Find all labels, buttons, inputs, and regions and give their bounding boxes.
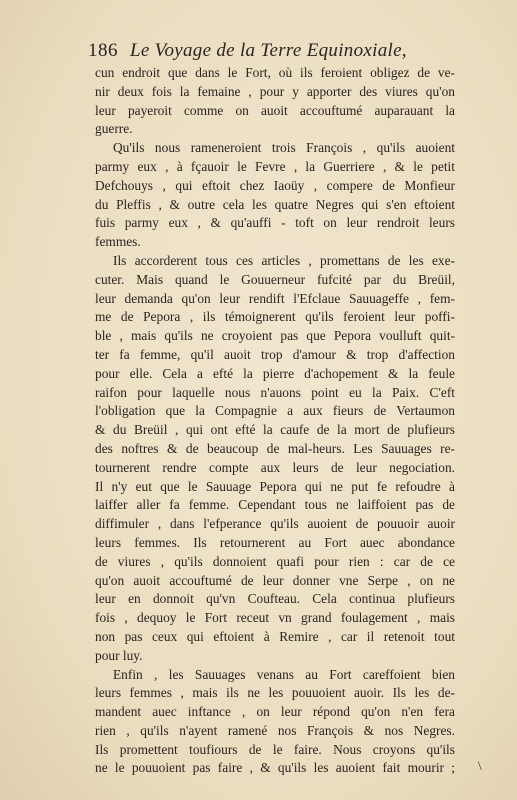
text-line: fois , dequoy le Fort receut vn grand foulagement , mais	[95, 610, 455, 626]
text-line: Defchouys , qui eftoit chez Iaoüy , compere de Monfieur	[95, 177, 455, 193]
text-line: de viures , qu'ils donnoient quafi pour rien : car de ce	[95, 553, 455, 569]
body-text	[95, 64, 455, 778]
text-line: du Pleffis , & outre cela les quatre Negres qui s'en eftoient	[95, 196, 455, 212]
text-line: Qu'ils nous rameneroient trois François , qu'ils auoient	[113, 140, 455, 156]
text-line: pour luy.	[95, 647, 143, 663]
text-line: leurs femmes. Ils retournerent au Fort auec abondance	[95, 534, 455, 550]
text-line: laiffer aller fa femme. Cependant tous ne laiffoient pas de	[95, 497, 455, 513]
text-line: Ils promettent toufiours de le faire. Nous croyons qu'ils	[95, 741, 455, 757]
text-line: ble , mais qu'ils ne croyoient pas que Pepora voulluft quit-	[95, 328, 455, 344]
text-line: ne le pouuoient pas faire , & qu'ils les auoient fait mourir ;	[95, 760, 455, 776]
text-line: cun endroit que dans le Fort, où ils feroient obligez de ve-	[95, 65, 455, 80]
text-line: femmes.	[95, 234, 141, 250]
text-line: des noftres & de beaucoup de mal-heurs. Les Sauuages re-	[95, 440, 455, 456]
running-title: Le Voyage de la Terre Equinoxiale,	[130, 40, 407, 61]
text-line: Ils accorderent tous ces articles , promettans de les exe-	[113, 252, 455, 268]
text-line: pour elle. Cela a efté la pierre d'achopement & la feule	[95, 365, 455, 381]
text-line: qu'on auoit accouftumé de leur donner vne Serpe , on ne	[95, 572, 455, 588]
text-line: leur en donnoit qu'vn Coufteau. Cela continua plufieurs	[95, 591, 455, 607]
text-line: fuis parmy eux , & qu'auffi - toft on leur rendroit leurs	[95, 215, 455, 231]
text-line: diffimuler , dans l'efperance qu'ils auoient de pouuoir auoir	[95, 516, 455, 532]
catchmark: \	[478, 758, 482, 773]
text-line: non pas ceux qui eftoient à Remire , car il retenoit tout	[95, 628, 455, 644]
text-line: nir deux fois la femaine , pour y apporter des viures qu'on	[95, 83, 455, 99]
text-line: rien , qu'ils n'ayent ramené nos François & nos Negres.	[95, 722, 455, 738]
text-line: mandent auec inftance , on leur répond qu'on n'en fera	[95, 704, 455, 720]
text-line: Il n'y eut que le Sauuage Pepora qui ne put fe refoudre à	[95, 478, 455, 494]
text-line: tournerent rendre compte aux leurs de leur negociation.	[95, 459, 455, 475]
text-line: ter fa femme, qu'il auoit trop d'amour & trop d'affection	[95, 346, 455, 362]
page-number: 186	[88, 40, 118, 61]
text-line: Enfin , les Sauuages venans au Fort careffoient bien	[113, 666, 455, 682]
text-line: leurs femmes , mais ils ne les pouuoient auoir. Ils les de-	[95, 685, 455, 701]
text-line: leur payeroit comme on auoit accouftumé auparauant la	[95, 102, 455, 118]
text-line: leur demanda qu'on leur rendift l'Efclaue Sauuageffe , fem-	[95, 290, 455, 306]
text-line: & du Breüil , qui ont efté la caufe de la mort de plufieurs	[95, 422, 455, 438]
text-line: cuter. Mais quand le Gouuerneur fufcité par du Breüil,	[95, 271, 455, 287]
text-line: me de Pepora , ils témoignerent qu'ils feroient leur poffi-	[95, 309, 455, 325]
text-line: l'obligation que la Compagnie a aux fieurs de Vertaumon	[95, 403, 455, 419]
text-line: parmy eux , à fçauoir le Fevre , la Guerriere , & le petit	[95, 158, 455, 174]
text-line: guerre.	[95, 121, 133, 137]
text-line: raifon pour laquelle nous n'auons point eu la Paix. C'eft	[95, 384, 455, 400]
